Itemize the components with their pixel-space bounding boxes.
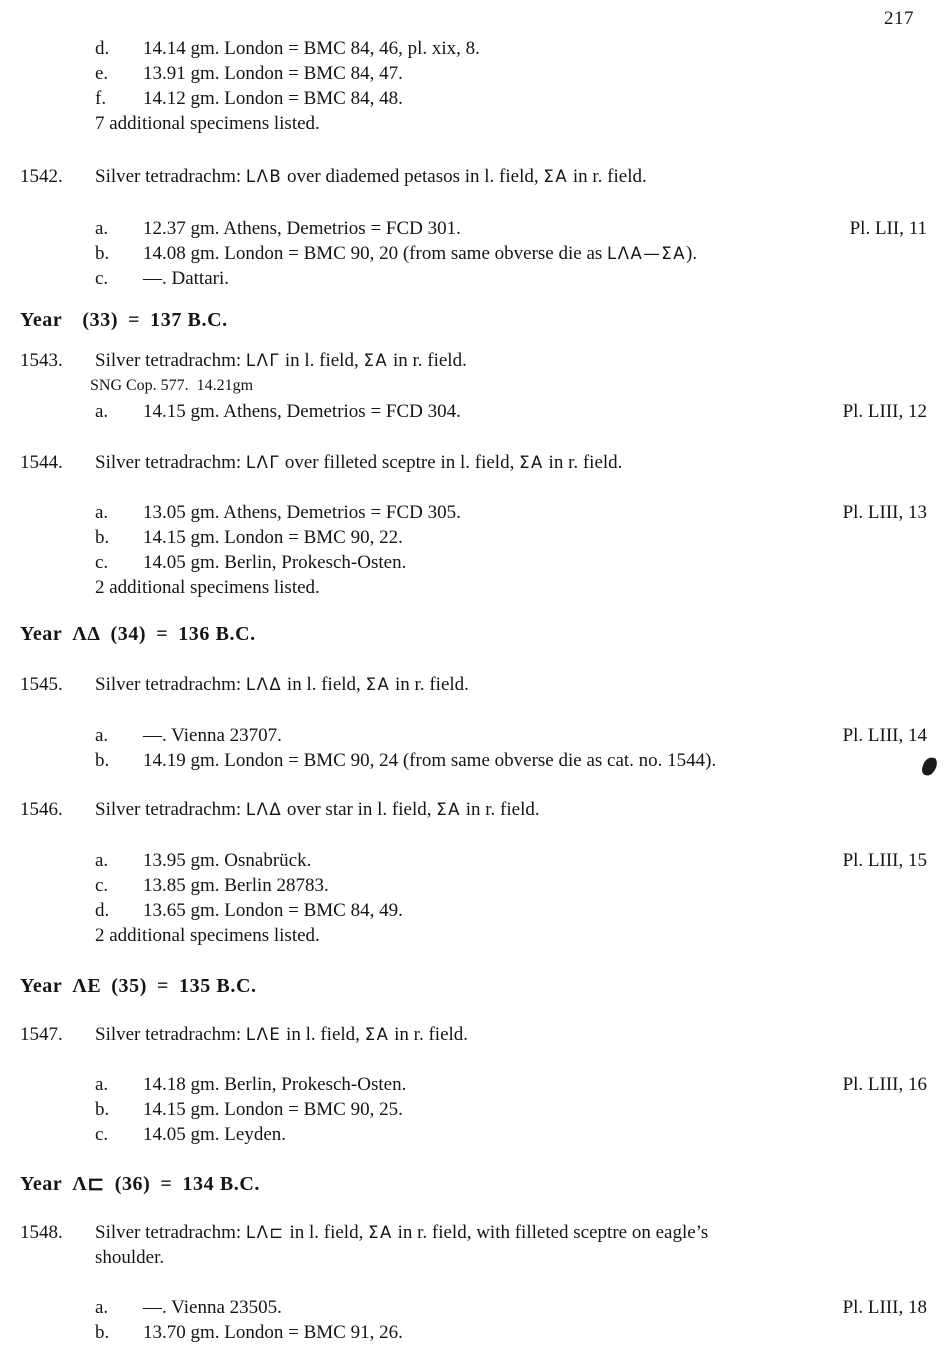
entry-description: [95, 164, 927, 189]
description-text: over star in l. field,: [282, 799, 437, 820]
specimen-text-part: ).: [686, 243, 698, 264]
specimen-text-part: 14.15 gm. London = BMC 90, 22.: [143, 527, 403, 548]
description-text: in r. field, with filleted sceptre on eagle’s: [392, 1222, 709, 1243]
entry-description: [95, 450, 927, 475]
specimen-text-part: 14.15 gm. Athens, Demetrios = FCD 304.: [143, 401, 461, 422]
specimen-text-part: —. Vienna 23707.: [143, 725, 282, 746]
year-label: Year: [20, 309, 63, 331]
entry-number: 1545.: [20, 674, 63, 695]
catalog-entry-1542: [20, 164, 927, 291]
specimen-text: [143, 525, 927, 550]
leading-specimen-list: [95, 36, 927, 136]
catalog-entry-1543: [20, 348, 927, 424]
specimen-text-part: 14.05 gm. Berlin, Prokesch-Osten.: [143, 552, 407, 573]
year-bc: 136 B.C.: [178, 623, 256, 645]
year-heading-33: [20, 306, 927, 334]
specimen-list: [95, 399, 927, 424]
greek-monogram-token: ΣA: [365, 675, 391, 694]
greek-monogram-token: ΣA: [543, 167, 569, 186]
specimen-row: [95, 748, 927, 773]
plate-reference: Pl. LIII, 12: [842, 401, 927, 422]
entry-number: 1547.: [20, 1024, 63, 1045]
entry-heading: [20, 672, 927, 697]
specimen-text-part: 14.08 gm. London = BMC 90, 20 (from same obverse die as: [143, 243, 608, 264]
entry-heading: [20, 1220, 927, 1270]
additional-specimens-note: 7 additional specimens listed.: [95, 113, 320, 134]
greek-date-token: LΛΓ: [245, 453, 281, 472]
specimen-text-part: 13.05 gm. Athens, Demetrios = FCD 305.: [143, 502, 461, 523]
specimen-text: [143, 399, 927, 424]
specimen-row: [95, 86, 927, 111]
specimen-text: [143, 500, 927, 525]
specimen-letter: a.: [95, 218, 109, 239]
specimen-text: [143, 550, 927, 575]
description-text: in l. field,: [281, 1024, 365, 1045]
description-text: in r. field.: [460, 799, 540, 820]
specimen-letter: a.: [95, 1074, 109, 1095]
specimen-text-part: 13.95 gm. Osnabrück.: [143, 850, 312, 871]
specimen-text-part: 13.85 gm. Berlin 28783.: [143, 875, 329, 896]
greek-monogram-token: ΣA: [363, 351, 389, 370]
description-text: Silver tetradrachm:: [95, 350, 246, 371]
specimen-text: [143, 266, 927, 291]
description-text: over filleted sceptre in l. field,: [280, 452, 520, 473]
plate-reference: Pl. LIII, 15: [842, 850, 927, 871]
catalog-entry-1546: [20, 797, 927, 948]
description-text: in l. field,: [282, 674, 366, 695]
description-text: over diademed petasos in l. field,: [282, 166, 544, 187]
specimen-text: [143, 898, 927, 923]
greek-date-token: LΛA—ΣA: [607, 244, 686, 263]
year-label: Year: [20, 623, 63, 645]
specimen-row: [95, 500, 927, 525]
description-text: Silver tetradrachm:: [95, 1222, 246, 1243]
entry-heading: [20, 797, 927, 822]
description-text: in l. field,: [280, 350, 364, 371]
specimen-letter: b.: [95, 1099, 110, 1120]
entry-number: 1542.: [20, 166, 63, 187]
description-text: in l. field,: [284, 1222, 369, 1243]
greek-date-token: LΛB: [245, 167, 283, 186]
year-heading-35: [20, 972, 927, 1000]
entry-number: 1543.: [20, 350, 63, 371]
greek-monogram-token: ΣA: [436, 800, 461, 819]
entry-description: [95, 797, 927, 822]
specimen-text: 14.12 gm. London = BMC 84, 48.: [143, 88, 403, 109]
equals-sign: =: [156, 623, 169, 645]
specimen-list: [95, 1072, 927, 1147]
specimen-text-part: —. Vienna 23505.: [143, 1297, 282, 1318]
specimen-text: [143, 1072, 927, 1097]
description-text: in r. field.: [389, 1024, 469, 1045]
specimen-row: [95, 266, 927, 291]
entry-description: [95, 348, 927, 373]
description-text: in r. field.: [390, 674, 469, 695]
specimen-row: [95, 1295, 927, 1320]
specimen-text: [143, 748, 927, 773]
specimen-letter: a.: [95, 850, 109, 871]
specimen-text-part: 14.15 gm. London = BMC 90, 25.: [143, 1099, 403, 1120]
specimen-text-part: 14.05 gm. Leyden.: [143, 1124, 287, 1145]
year-label: Year: [20, 1173, 63, 1195]
specimen-letter: b.: [95, 750, 110, 771]
specimen-letter: c.: [95, 552, 109, 573]
description-text: Silver tetradrachm:: [95, 166, 246, 187]
description-text: in r. field.: [568, 166, 647, 187]
catalog-entry-1547: [20, 1022, 927, 1147]
specimen-letter: b.: [95, 243, 110, 264]
specimen-letter: a.: [95, 1297, 109, 1318]
specimen-row: [95, 1122, 927, 1147]
year-bc: 134 B.C.: [182, 1173, 261, 1195]
entry-number: 1546.: [20, 799, 63, 820]
equals-sign: =: [157, 975, 170, 997]
specimen-text: [143, 848, 927, 873]
additional-specimens-note: 2 additional specimens listed.: [95, 925, 320, 946]
specimen-text-part: —. Dattari.: [143, 268, 230, 289]
specimen-list: [95, 723, 927, 773]
catalog-entry-1548: [20, 1220, 927, 1345]
specimen-row: [95, 216, 927, 241]
greek-date-token: LΛΔ: [245, 675, 283, 694]
specimen-text: [143, 1320, 927, 1345]
entry-description: [95, 672, 927, 697]
specimen-row: [95, 241, 927, 266]
specimen-letter: f.: [95, 88, 107, 109]
specimen-text: [143, 216, 927, 241]
specimen-letter: b.: [95, 1322, 110, 1343]
greek-date-token: LΛΕ: [245, 1025, 282, 1044]
equals-sign: =: [160, 1173, 173, 1195]
description-text: Silver tetradrachm:: [95, 452, 246, 473]
additional-specimens-note: 2 additional specimens listed.: [95, 577, 320, 598]
specimen-letter: b.: [95, 527, 110, 548]
specimen-letter: a.: [95, 502, 109, 523]
specimen-letter: a.: [95, 725, 109, 746]
entry-number: 1548.: [20, 1222, 63, 1243]
specimen-text: [143, 241, 927, 266]
greek-date-token: LΛΓ: [245, 351, 281, 370]
specimen-letter: a.: [95, 401, 109, 422]
specimen-text: [143, 1097, 927, 1122]
specimen-list: [95, 848, 927, 948]
year-heading-36: [20, 1170, 927, 1198]
specimen-text-part: 13.65 gm. London = BMC 84, 49.: [143, 900, 403, 921]
entry-heading: [20, 164, 927, 189]
specimen-row: [95, 550, 927, 575]
greek-date-token: LΛ⊏: [245, 1223, 285, 1242]
description-text-line2: shoulder.: [95, 1247, 165, 1268]
specimen-row: [95, 1320, 927, 1345]
specimen-row: [95, 399, 927, 424]
plate-reference: Pl. LIII, 13: [842, 502, 927, 523]
year-number: (36): [114, 1173, 151, 1195]
specimen-letter: d.: [95, 38, 110, 59]
description-text: Silver tetradrachm:: [95, 1024, 246, 1045]
entry-description: [95, 1220, 927, 1270]
specimen-text: [143, 723, 927, 748]
entry-description: [95, 1022, 927, 1047]
description-text: Silver tetradrachm:: [95, 799, 246, 820]
specimen-row: [95, 1097, 927, 1122]
year-label: Year: [20, 975, 63, 997]
specimen-row: [95, 1072, 927, 1097]
specimen-text: [143, 1122, 927, 1147]
specimen-letter: c.: [95, 268, 109, 289]
entry-heading: [20, 348, 927, 373]
specimen-row: [95, 525, 927, 550]
greek-monogram-token: ΣA: [368, 1223, 393, 1242]
specimen-letter: d.: [95, 900, 110, 921]
year-bc: 135 B.C.: [179, 975, 257, 997]
specimen-row: [95, 36, 927, 61]
specimen-text-part: 12.37 gm. Athens, Demetrios = FCD 301.: [143, 218, 461, 239]
catalog-entry-1545: [20, 672, 927, 773]
entry-heading: [20, 1022, 927, 1047]
specimen-text-part: 13.70 gm. London = BMC 91, 26.: [143, 1322, 403, 1343]
specimen-row: [95, 873, 927, 898]
year-number: (35): [111, 975, 148, 997]
greek-monogram-token: ΣA: [364, 1025, 390, 1044]
specimen-row: [95, 898, 927, 923]
specimen-text: 14.14 gm. London = BMC 84, 46, pl. xix, 8.: [143, 38, 480, 59]
specimen-letter: c.: [95, 875, 109, 896]
specimen-list: [95, 1295, 927, 1345]
year-greek-numeral: ΛΕ: [72, 975, 102, 997]
greek-monogram-token: ΣA: [519, 453, 544, 472]
specimen-text: [143, 1295, 927, 1320]
year-greek-numeral: ΛΔ: [72, 623, 101, 645]
year-number: (33): [82, 309, 119, 331]
year-greek-numeral: Λ⊏: [72, 1173, 105, 1195]
plate-reference: Pl. LIII, 16: [842, 1074, 927, 1095]
specimen-text: [143, 873, 927, 898]
plate-reference: Pl. LIII, 18: [842, 1297, 927, 1318]
specimen-letter: e.: [95, 63, 109, 84]
entry-number: 1544.: [20, 452, 63, 473]
specimen-list: [95, 216, 927, 291]
specimen-letter: c.: [95, 1124, 109, 1145]
specimen-list: [95, 500, 927, 600]
plate-reference: Pl. LIII, 14: [842, 725, 927, 746]
specimen-row: [95, 848, 927, 873]
description-text: Silver tetradrachm:: [95, 674, 246, 695]
equals-sign: =: [128, 309, 141, 331]
specimen-row: [95, 723, 927, 748]
specimen-text: 13.91 gm. London = BMC 84, 47.: [143, 63, 403, 84]
greek-date-token: LΛΔ: [245, 800, 283, 819]
sng-reference-note: SNG Cop. 577. 14.21gm: [90, 377, 254, 394]
page-number: 217: [884, 8, 914, 29]
year-number: (34): [110, 623, 147, 645]
specimen-text-part: 14.18 gm. Berlin, Prokesch-Osten.: [143, 1074, 407, 1095]
description-text: in r. field.: [543, 452, 623, 473]
year-bc: 137 B.C.: [150, 309, 228, 331]
entry-heading: [20, 450, 927, 475]
specimen-text-part: 14.19 gm. London = BMC 90, 24 (from same obverse die as cat. no. 1544).: [143, 750, 717, 771]
year-heading-34: [20, 620, 927, 648]
catalog-entry-1544: [20, 450, 927, 600]
description-text: in r. field.: [388, 350, 467, 371]
plate-reference: Pl. LII, 11: [849, 218, 927, 239]
specimen-row: [95, 61, 927, 86]
